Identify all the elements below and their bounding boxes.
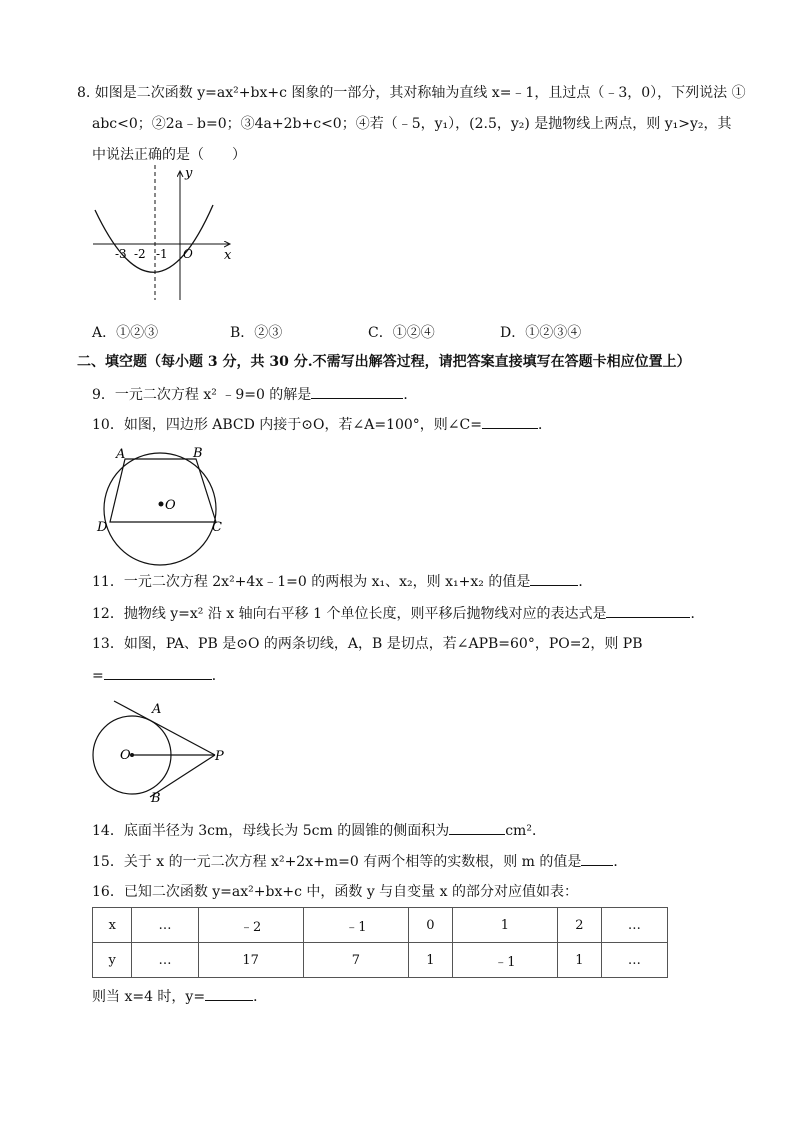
q11-answer-blank[interactable] <box>530 571 578 586</box>
q16-after: 则当 x=4 时，y= <box>92 989 206 1005</box>
q13-end: ． <box>211 668 226 684</box>
q13-label-o: O <box>120 748 131 763</box>
q8-option-b: B．②③ <box>230 325 283 341</box>
table-cell: 7 <box>303 943 408 978</box>
q10-end: ． <box>537 417 552 433</box>
table-row <box>93 943 668 978</box>
q9-end: ． <box>403 387 418 403</box>
q8-line1: 8. 如图是二次函数 y=ax²+bx+c 图象的一部分，其对称轴为直线 x=﹣1，且过点（﹣3，0），下列说法 ① <box>77 85 746 101</box>
q10-label-o: O <box>165 498 176 513</box>
q11 <box>92 571 592 592</box>
q8-parabola-curve <box>95 205 213 272</box>
q15-text: 15．关于 x 的一元二次方程 x²+2x+m=0 有两个相等的实数根，则 m 的值是 <box>92 854 582 870</box>
q8-option-c: C．①②④ <box>368 325 435 341</box>
table-cell: 2 <box>558 908 602 943</box>
q11-text: 11．一元二次方程 2x²+4x﹣1=0 的两根为 x₁、x₂，则 x₁+x₂ 的值是 <box>92 574 531 590</box>
table-cell: … <box>601 908 667 943</box>
q13-line1: 13．如图，PA、PB 是⊙O 的两条切线，A，B 是切点，若∠APB=60°，PO=2，则 PB <box>92 636 643 652</box>
q12 <box>92 603 704 624</box>
q8-tick-neg1: -1 <box>156 247 168 261</box>
q8-option-d: D．①②③④ <box>500 325 582 341</box>
q10-label-d: D <box>97 520 108 535</box>
table-cell: 1 <box>408 943 452 978</box>
q10-label-a: A <box>116 447 126 462</box>
q14-end: cm²． <box>505 823 546 839</box>
table-row <box>93 908 668 943</box>
q16-followup <box>92 986 267 1007</box>
table-cell: x <box>93 908 132 943</box>
q10 <box>92 414 552 435</box>
table-cell: 1 <box>452 908 557 943</box>
q15 <box>92 851 627 872</box>
table-cell: 0 <box>408 908 452 943</box>
q11-end: ． <box>578 574 593 590</box>
q8-tick-neg3: -3 <box>115 247 127 261</box>
q16-text: 16．已知二次函数 y=ax²+bx+c 中，函数 y 与自变量 x 的部分对应值如表： <box>92 884 578 900</box>
q8-label-y: y <box>185 166 193 181</box>
q16-end: ． <box>253 989 268 1005</box>
table-cell: ﹣2 <box>198 908 303 943</box>
q14-text: 14．底面半径为 3cm，母线长为 5cm 的圆锥的侧面积为 <box>92 823 450 839</box>
table-cell: … <box>132 908 198 943</box>
q9 <box>92 384 417 405</box>
q8-options <box>92 322 712 342</box>
table-cell: 17 <box>198 943 303 978</box>
q8-line3: 中说法正确的是（ ） <box>92 147 246 163</box>
q10-center-dot <box>159 502 164 507</box>
table-cell: 1 <box>558 943 602 978</box>
section2-title: 二、填空题（每小题 3 分，共 30 分.不需写出解答过程，请把答案直接填写在答题卡相应位置上） <box>77 354 691 370</box>
q14-answer-blank[interactable] <box>449 820 505 835</box>
q8-line2: abc<0；②2a﹣b=0；③4a+2b+c<0；④若（﹣5，y₁），(2.5，y₂) 是抛物线上两点，则 y₁>y₂，其 <box>92 116 732 132</box>
q13-equals: = <box>92 668 104 684</box>
q13-tangent-figure <box>90 695 230 810</box>
q8-origin-label: O <box>183 247 193 261</box>
q10-label-b: B <box>193 446 203 461</box>
q8-option-a: A．①②③ <box>92 325 159 341</box>
q12-end: ． <box>690 606 705 622</box>
table-cell: … <box>601 943 667 978</box>
q12-answer-blank[interactable] <box>606 603 690 618</box>
q13-line2 <box>92 665 226 686</box>
table-cell: y <box>93 943 132 978</box>
q13-label-b: B <box>151 791 161 806</box>
q8-tick-neg2: -2 <box>134 247 146 261</box>
q9-answer-blank[interactable] <box>311 384 403 399</box>
q9-text: 9．一元二次方程 x² ﹣9=0 的解是 <box>92 387 312 403</box>
table-cell: ﹣1 <box>452 943 557 978</box>
table-cell: ﹣1 <box>303 908 408 943</box>
q15-end: ． <box>613 854 628 870</box>
q10-text: 10．如图，四边形 ABCD 内接于⊙O，若∠A=100°，则∠C= <box>92 417 482 433</box>
q15-answer-blank[interactable] <box>581 851 613 866</box>
q8-parabola-graph <box>90 165 240 305</box>
q13-label-a: A <box>152 702 162 717</box>
table-cell: … <box>132 943 198 978</box>
q16-answer-blank[interactable] <box>205 986 253 1001</box>
q14 <box>92 820 546 841</box>
q10-answer-blank[interactable] <box>482 414 538 429</box>
q12-text: 12．抛物线 y=x² 沿 x 轴向右平移 1 个单位长度，则平移后抛物线对应的表达式是 <box>92 606 607 622</box>
q16-value-table <box>92 907 668 978</box>
q13-label-p: P <box>215 749 224 764</box>
q10-circle-figure <box>92 442 232 572</box>
q8-label-x: x <box>224 248 232 263</box>
q13-tangent-pa <box>114 701 215 755</box>
q13-answer-blank[interactable] <box>104 665 212 680</box>
q10-label-c: C <box>212 520 222 535</box>
q10-quadrilateral <box>110 459 216 522</box>
